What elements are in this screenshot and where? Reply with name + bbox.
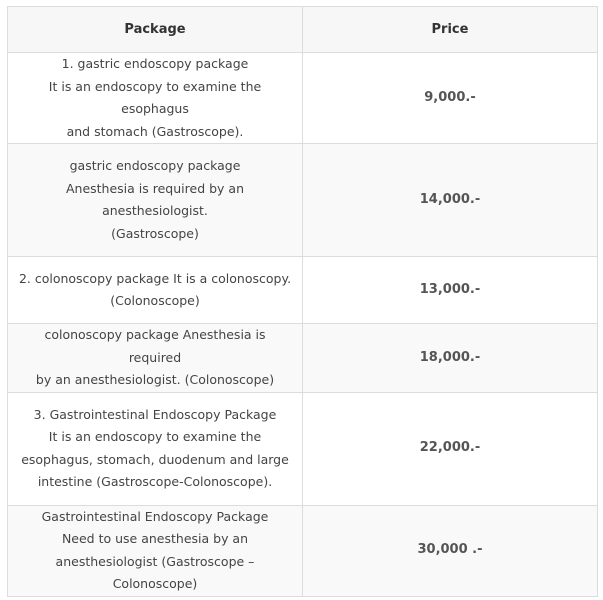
package-price: 18,000.- [303,324,598,393]
package-price: 22,000.- [303,392,598,505]
package-price: 13,000.- [303,257,598,324]
package-description [8,505,303,596]
table-row [8,257,598,324]
package-line: gastric endoscopy package [69,158,241,173]
table-row [8,392,598,505]
package-line: 1. gastric endoscopy package [61,56,249,71]
package-line: anesthesiologist. [102,203,208,218]
package-line: It is an endoscopy to examine the esophagus [48,78,262,116]
package-column-header: Package [8,7,303,53]
package-price: 30,000 .- [303,505,598,596]
table-row [8,144,598,257]
package-description [8,144,303,257]
table-row [8,505,598,596]
package-description [8,257,303,324]
package-line: intestine (Gastroscope-Colonoscope). [37,474,273,489]
package-line: (Colonoscope) [110,293,200,308]
package-line: Gastrointestinal Endoscopy Package [41,508,269,524]
header-row [8,7,598,53]
package-line: Need to use anesthesia by an [61,531,249,546]
package-line: by an anesthesiologist. (Colonoscope) [35,372,275,387]
package-line: (Gastroscope) [111,225,199,241]
package-line: 3. Gastrointestinal Endoscopy Package [33,406,277,422]
package-description [8,324,303,393]
package-price: 14,000.- [303,144,598,257]
package-line: 2. colonoscopy package It is a colonoscopy. [18,270,292,286]
table-row [8,324,598,393]
package-line: and stomach (Gastroscope). [66,123,244,139]
package-description [8,392,303,505]
package-line: esophagus, stomach, duodenum and large [21,451,289,467]
price-table [7,6,598,597]
package-description [8,53,303,144]
package-line: anesthesiologist (Gastroscope – Colonoscope) [55,553,255,591]
package-line: Anesthesia is required by an [65,180,244,196]
price-column-header: Price [303,7,598,53]
package-price: 9,000.- [303,53,598,144]
package-line: colonoscopy package Anesthesia is required [44,327,266,365]
package-line: It is an endoscopy to examine the [48,429,262,444]
table-row [8,53,598,144]
